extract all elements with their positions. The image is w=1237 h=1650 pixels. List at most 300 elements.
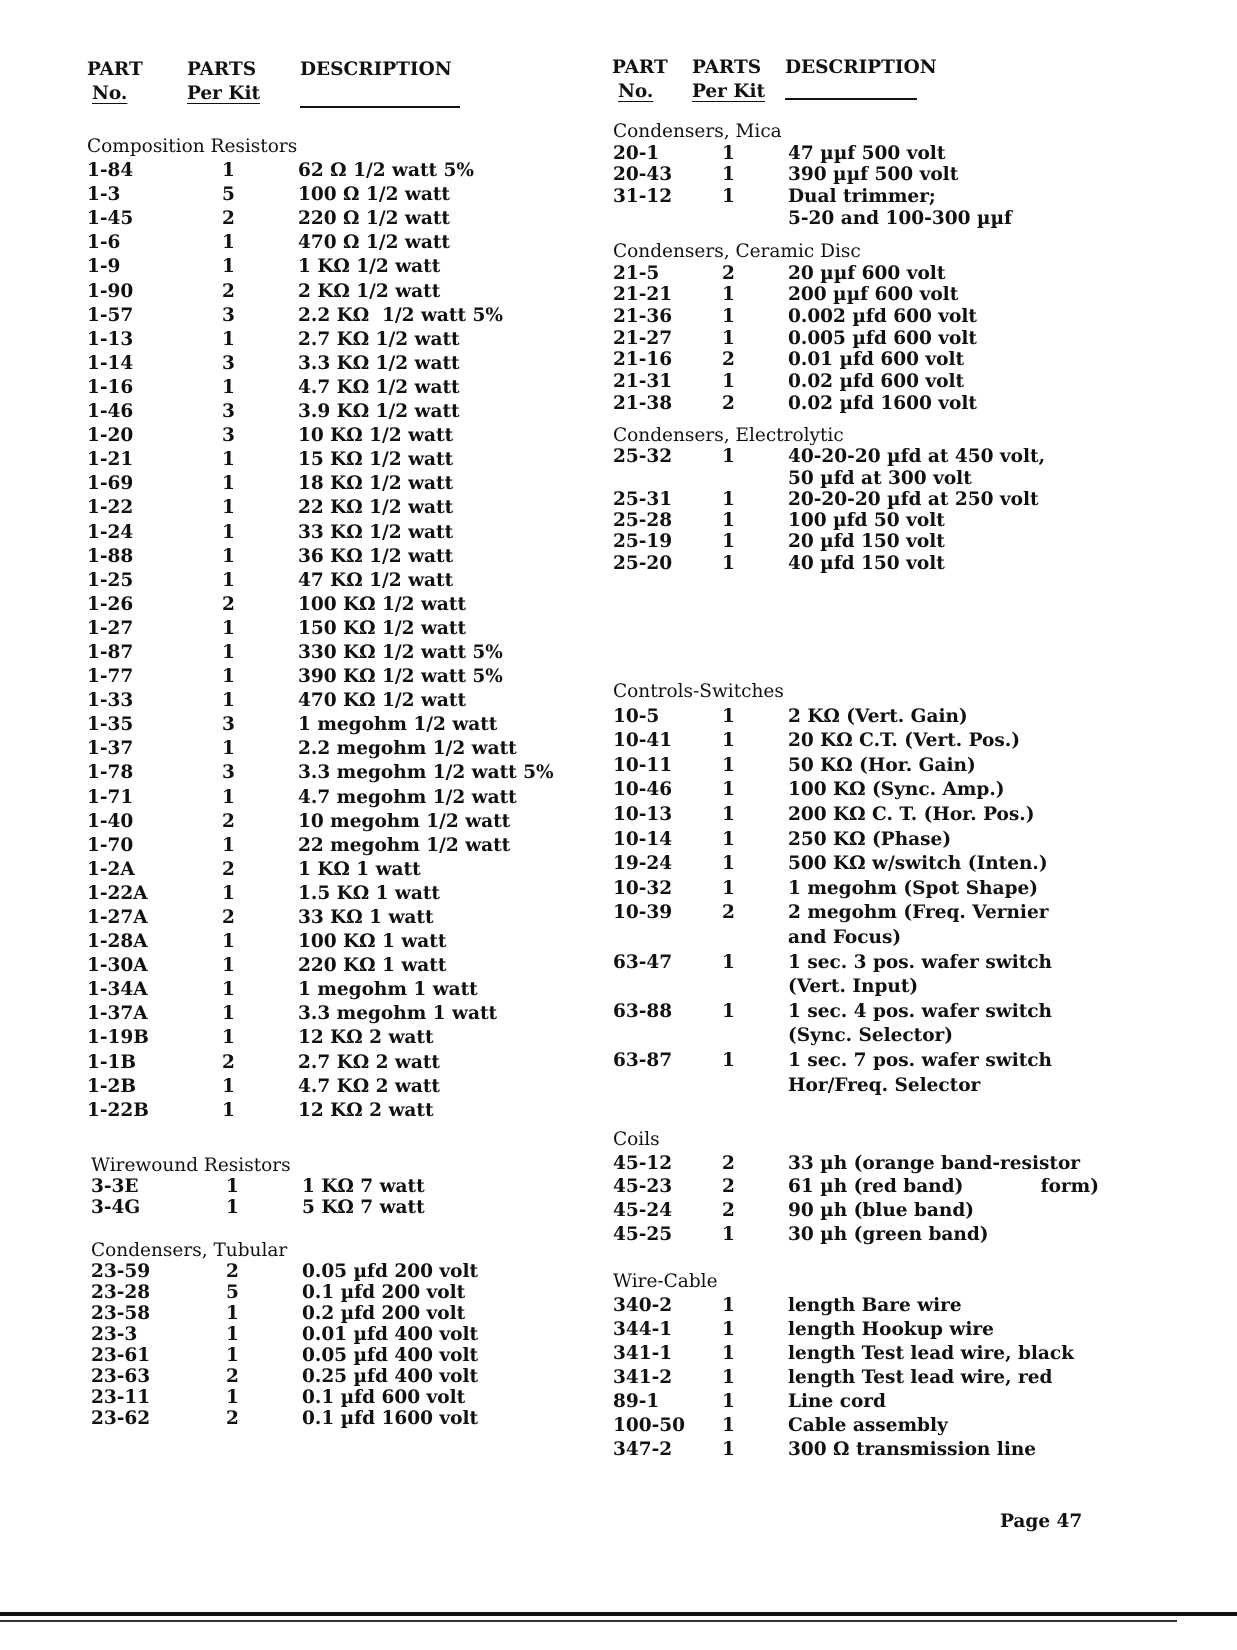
part-row [87,978,478,1002]
part-number: 10-14 [613,828,673,850]
part-description: 40 µfd 150 volt [788,552,945,574]
part-description: 100 Ω 1/2 watt [298,184,450,206]
part-row [87,328,460,352]
parts-per-kit: 1 [222,931,235,953]
part-number: 45-25 [613,1223,673,1245]
part-number: 23-61 [91,1345,151,1366]
parts-per-kit: 1 [722,142,735,164]
parts-per-kit: 1 [722,730,735,752]
part-number: 1-2A [87,858,135,880]
part-description: 0.1 µfd 1600 volt [302,1408,479,1429]
parts-per-kit: 1 [722,371,735,393]
part-number: 1-25 [87,569,134,591]
part-number: 45-23 [613,1176,673,1198]
part-description: 100 KΩ 1/2 watt [298,593,466,615]
part-number: 1-9 [87,256,121,278]
section-title: Controls-Switches [613,681,784,702]
part-description: 4.7 KΩ 1/2 watt [298,376,460,398]
part-description: Line cord [788,1391,886,1412]
parts-per-kit: 1 [222,569,235,591]
part-number: 31-12 [613,186,673,208]
part-description: 3.3 KΩ 1/2 watt [298,352,460,374]
part-number: 1-40 [87,810,134,832]
part-description: 2.2 KΩ 1/2 watt 5% [298,304,503,326]
part-description: length Hookup wire [788,1319,994,1340]
part-row [91,1345,479,1366]
part-description: 500 KΩ w/switch (Inten.) [788,853,1048,875]
part-row-continuation [613,1024,954,1049]
part-description: 100 µfd 50 volt [788,510,945,532]
part-description: 220 KΩ 1 watt [298,955,447,977]
part-row [87,906,434,930]
parts-per-kit: 1 [722,803,735,825]
parts-per-kit: 2 [722,392,735,414]
part-number: 23-63 [91,1366,151,1387]
part-description: 470 KΩ 1/2 watt [298,690,466,712]
part-number: 1-16 [87,376,134,398]
parts-per-kit: 2 [222,593,235,615]
parts-per-kit: 2 [722,262,735,284]
part-description: 20-20-20 µfd at 250 volt [788,488,1039,510]
parts-per-kit: 1 [222,521,235,543]
part-description: 30 µh (green band) [788,1223,989,1245]
part-description: 22 megohm 1/2 watt [298,834,511,856]
header-part-left: PART [87,59,143,80]
part-number: 1-22 [87,497,134,519]
part-number: 23-58 [91,1303,151,1324]
part-number: 23-11 [91,1387,151,1408]
section-title: Wirewound Resistors [91,1155,291,1176]
part-description: 2.7 KΩ 2 watt [298,1051,440,1073]
part-number: 341-1 [613,1343,673,1364]
section-comp [87,135,554,1123]
part-row [87,834,511,858]
part-description: 330 KΩ 1/2 watt 5% [298,641,503,663]
part-row [87,858,421,882]
part-description: 0.01 µfd 400 volt [302,1324,479,1345]
part-description: 200 µµf 600 volt [788,284,959,306]
parts-per-kit: 1 [722,306,735,328]
header-part-right: PART [612,57,668,78]
part-row [613,510,945,532]
part-description: 12 KΩ 2 watt [298,1099,434,1121]
part-number: 1-45 [87,208,134,230]
header-no-label: No. [92,83,128,104]
part-description: 61 µh (red band) form) [788,1176,1099,1198]
part-description: 50 KΩ (Hor. Gain) [788,754,976,776]
parts-per-kit: 1 [222,473,235,495]
header-parts-left: PARTS [187,59,257,80]
part-row [87,713,498,737]
part-row [613,284,959,306]
parts-per-kit: 1 [722,1415,735,1436]
part-row [87,1026,434,1050]
parts-per-kit: 1 [722,552,735,574]
header-perkit-label: Per Kit [692,81,766,102]
part-description: length Test lead wire, black [788,1343,1074,1364]
section-title: Coils [613,1129,660,1150]
part-number: 1-69 [87,473,134,495]
parts-per-kit: 1 [222,666,235,688]
part-number: 21-16 [613,349,673,371]
part-number: 1-21 [87,449,134,471]
parts-per-kit: 1 [222,955,235,977]
part-description: 2 megohm (Freq. Vernier [788,902,1049,924]
part-row [87,1099,434,1123]
parts-per-kit: 1 [722,1343,735,1364]
part-description: 0.002 µfd 600 volt [788,306,977,328]
section-ceramic [613,241,977,415]
part-row [613,349,965,371]
part-number: 1-34A [87,979,148,1001]
part-description: 0.01 µfd 600 volt [788,349,965,371]
part-number: 10-41 [613,730,673,752]
part-description: 33 KΩ 1/2 watt [298,521,454,543]
part-description: 100 KΩ 1 watt [298,931,447,953]
parts-per-kit: 1 [222,328,235,350]
part-row [87,231,450,255]
part-description: 40-20-20 µfd at 450 volt, [788,446,1046,468]
part-row [87,280,441,304]
part-row [87,954,447,978]
part-row [87,689,466,713]
part-description: 1 megohm (Spot Shape) [788,877,1039,899]
part-description: 390 µµf 500 volt [788,164,959,186]
part-number: 1-37 [87,738,134,760]
part-description: Hor/Freq. Selector [788,1074,981,1096]
part-description: 0.05 µfd 200 volt [302,1261,479,1282]
part-row [91,1261,479,1282]
part-number: 23-59 [91,1261,151,1282]
header-no-label: No. [618,81,654,102]
parts-per-kit: 1 [722,510,735,532]
parts-per-kit: 1 [722,531,735,553]
part-description: 33 KΩ 1 watt [298,907,434,928]
description-underline-left [300,106,460,108]
part-row [87,1075,440,1099]
part-number: 3-4G [91,1197,141,1218]
part-row [87,304,503,328]
part-number: 1-22A [87,882,148,904]
part-row [613,1414,948,1438]
parts-per-kit: 2 [226,1408,239,1429]
parts-per-kit: 2 [722,1176,735,1198]
part-number: 347-2 [613,1439,673,1460]
part-row [87,545,454,569]
part-row-continuation [613,467,972,489]
part-row [613,1199,975,1223]
parts-per-kit: 1 [222,1003,235,1025]
part-number: 23-3 [91,1324,138,1345]
part-description: 0.1 µfd 200 volt [302,1282,466,1303]
part-row [613,371,965,393]
part-row [91,1282,466,1303]
part-row [87,424,454,448]
part-description: 5 KΩ 7 watt [302,1197,425,1218]
section-title: Condensers, Mica [613,121,782,142]
part-number: 1-14 [87,352,134,374]
parts-per-kit: 1 [222,979,235,1001]
part-number: 1-30A [87,955,148,977]
part-row [613,142,946,165]
part-row [613,828,952,853]
part-number: 1-37A [87,1003,148,1025]
part-row [91,1303,466,1324]
part-description: and Focus) [788,926,902,948]
parts-per-kit: 1 [722,446,735,468]
part-row [613,1175,1099,1199]
header-no-left [92,82,127,106]
parts-per-kit: 1 [222,882,235,904]
part-number: 1-1B [87,1051,137,1073]
parts-per-kit: 1 [222,545,235,567]
part-description: 1 sec. 3 pos. wafer switch [788,951,1052,973]
part-description: 20 KΩ C.T. (Vert. Pos.) [788,730,1020,752]
section-wirecable [613,1270,1074,1462]
part-row [87,521,454,545]
parts-per-kit: 3 [222,352,235,374]
part-description: 47 KΩ 1/2 watt [298,569,454,591]
parts-per-kit: 1 [226,1324,239,1345]
parts-per-kit: 1 [722,186,735,208]
part-row [613,729,1020,754]
part-description: 20 µµf 600 volt [788,262,946,284]
part-description: 18 KΩ 1/2 watt [298,473,454,495]
part-description: Dual trimmer; [788,186,936,208]
parts-per-kit: 1 [226,1303,239,1324]
parts-per-kit: 3 [222,425,235,447]
section-controls [613,680,1052,1098]
part-number: 340-2 [613,1295,673,1316]
part-row [613,1366,1053,1390]
part-description: 200 KΩ C. T. (Hor. Pos.) [788,803,1035,825]
part-number: 1-24 [87,521,134,543]
parts-per-kit: 1 [226,1345,239,1366]
part-row [613,852,1048,877]
part-row [87,882,440,906]
parts-per-kit: 1 [222,690,235,712]
part-description: 20 µfd 150 volt [788,531,945,553]
part-row [613,1438,1037,1462]
part-number: 25-32 [613,446,673,468]
section-title: Condensers, Tubular [91,1240,288,1261]
part-number: 1-2B [87,1075,137,1097]
part-number: 100-50 [613,1415,686,1436]
part-row [87,665,503,689]
part-description: length Test lead wire, red [788,1367,1053,1388]
part-description: 4.7 megohm 1/2 watt [298,786,517,808]
parts-per-kit: 1 [222,738,235,760]
part-description: 2 KΩ 1/2 watt [298,280,441,302]
parts-per-kit: 1 [722,1319,735,1340]
header-no-right [618,80,653,104]
part-row [87,641,503,665]
part-description: 12 KΩ 2 watt [298,1027,434,1049]
part-row [91,1387,466,1408]
part-description: 50 µfd at 300 volt [788,467,972,489]
part-number: 1-84 [87,160,134,182]
part-number: 1-27 [87,617,134,639]
part-number: 1-22B [87,1099,149,1121]
part-number: 89-1 [613,1391,660,1412]
part-number: 1-3 [87,184,121,206]
part-description: 1 megohm 1 watt [298,979,478,1001]
part-description: 36 KΩ 1/2 watt [298,545,454,567]
part-number: 1-90 [87,280,134,302]
header-perkit-label: Per Kit [187,83,261,104]
parts-per-kit: 1 [222,641,235,663]
parts-per-kit: 1 [722,853,735,875]
part-row [87,207,450,231]
part-description: 2 KΩ (Vert. Gain) [788,705,968,727]
part-description: 90 µh (blue band) [788,1200,975,1222]
parts-per-kit: 1 [222,1099,235,1121]
part-row [91,1176,425,1197]
part-description: 100 KΩ (Sync. Amp.) [788,779,1005,801]
part-description: 0.02 µfd 1600 volt [788,392,977,414]
part-row [87,930,447,954]
part-row [613,877,1039,902]
parts-per-kit: 1 [722,1367,735,1388]
parts-per-kit: 1 [722,1223,735,1245]
parts-per-kit: 2 [722,1200,735,1222]
parts-per-kit: 1 [722,1295,735,1316]
part-number: 1-46 [87,401,134,423]
part-description: (Sync. Selector) [788,1025,954,1047]
parts-per-kit: 1 [222,1075,235,1097]
section-electro [613,425,1046,574]
part-number: 25-28 [613,510,673,532]
part-number: 1-71 [87,786,134,808]
parts-per-kit: 1 [722,828,735,850]
part-row [87,159,474,183]
part-row [87,617,466,641]
part-row [91,1408,479,1429]
part-number: 1-20 [87,425,134,447]
part-number: 1-26 [87,593,134,615]
part-description: 0.05 µfd 400 volt [302,1345,479,1366]
part-row [613,778,1005,803]
part-description: 0.005 µfd 600 volt [788,327,977,349]
part-description: 2.7 KΩ 1/2 watt [298,328,460,350]
parts-per-kit: 5 [226,1282,239,1303]
part-number: 10-32 [613,877,673,899]
part-number: 21-38 [613,392,673,414]
part-number: 45-24 [613,1200,673,1222]
part-row [613,446,1046,468]
parts-per-kit: 1 [722,951,735,973]
part-description: 0.25 µfd 400 volt [302,1366,479,1387]
part-number: 25-31 [613,488,673,510]
section-coils [613,1128,1099,1246]
part-row [91,1324,479,1345]
part-description: 1 KΩ 1 watt [298,858,421,880]
part-description: 33 µh (orange band-resistor [788,1152,1081,1174]
header-description-right: DESCRIPTION [785,57,937,78]
section-title: Condensers, Electrolytic [613,425,844,446]
part-number: 63-87 [613,1049,673,1071]
part-description: 10 megohm 1/2 watt [298,810,511,832]
part-description: 22 KΩ 1/2 watt [298,497,454,519]
parts-per-kit: 1 [222,160,235,182]
parts-per-kit: 3 [222,762,235,784]
part-description: 220 Ω 1/2 watt [298,208,450,230]
part-row [613,1152,1081,1176]
part-number: 341-2 [613,1367,673,1388]
part-number: 21-31 [613,371,673,393]
part-number: 20-43 [613,164,673,186]
parts-per-kit: 1 [222,617,235,639]
part-number: 63-47 [613,951,673,973]
part-row [613,951,1052,976]
part-row [613,186,936,208]
parts-per-kit: 1 [722,164,735,186]
part-row [87,376,460,400]
parts-per-kit: 3 [222,304,235,326]
part-row [87,1002,498,1026]
part-description: 0.02 µfd 600 volt [788,371,965,393]
part-description: (Vert. Input) [788,976,919,998]
part-description: 3.9 KΩ 1/2 watt [298,401,460,423]
part-row [87,1051,440,1075]
part-number: 1-33 [87,690,134,712]
part-row [613,1318,994,1342]
part-row [87,593,466,617]
part-row [613,705,968,730]
part-row [613,552,945,574]
part-description: 1 megohm 1/2 watt [298,714,498,736]
part-number: 19-24 [613,853,673,875]
part-row [613,488,1039,510]
part-description: 3.3 megohm 1 watt [298,1003,498,1025]
part-number: 63-88 [613,1000,673,1022]
part-number: 10-5 [613,705,660,727]
parts-per-kit: 1 [722,1000,735,1022]
part-description: 390 KΩ 1/2 watt 5% [298,666,503,688]
parts-per-kit: 2 [222,1051,235,1073]
part-row [613,901,1049,926]
part-description: 1.5 KΩ 1 watt [298,882,440,904]
part-number: 1-78 [87,762,134,784]
parts-per-kit: 1 [722,327,735,349]
part-row [613,392,977,415]
parts-per-kit: 1 [222,256,235,278]
part-description: 5-20 and 100-300 µµf [788,207,1012,229]
section-title: Wire-Cable [613,1271,718,1292]
part-description: 2.2 megohm 1/2 watt [298,738,517,760]
part-row [613,262,946,285]
part-description: 1 KΩ 7 watt [302,1176,425,1197]
section-title: Composition Resistors [87,136,298,157]
parts-per-kit: 1 [722,877,735,899]
part-row-continuation [613,1074,981,1099]
part-row-continuation [613,207,1012,230]
parts-per-kit: 1 [222,834,235,856]
part-row [87,472,454,496]
description-underline-right [785,98,917,100]
section-tub [91,1240,479,1429]
part-number: 21-21 [613,284,673,306]
parts-per-kit: 1 [226,1197,239,1218]
part-row [613,1049,1052,1074]
parts-per-kit: 2 [222,280,235,302]
part-row [613,1390,886,1414]
part-row [87,737,517,761]
part-row [613,803,1035,828]
part-number: 21-36 [613,306,673,328]
part-number: 344-1 [613,1319,673,1340]
part-number: 1-27A [87,907,148,928]
